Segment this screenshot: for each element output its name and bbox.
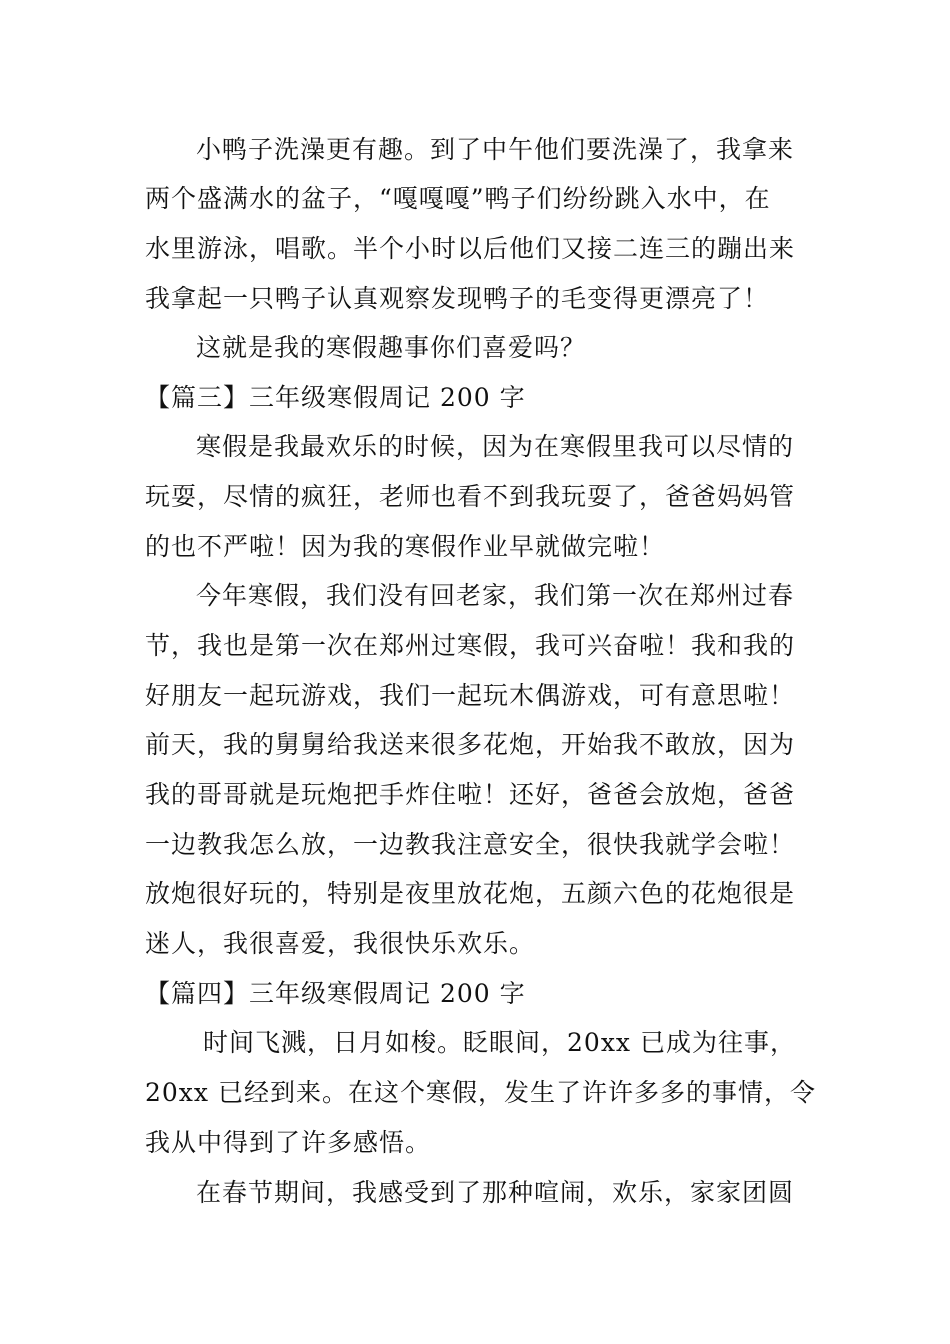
paragraph-line: 我从中得到了许多感悟。 bbox=[145, 1128, 432, 1157]
paragraph-line: 放炮很好玩的，特别是夜里放花炮，五颜六色的花炮很是 bbox=[145, 879, 796, 908]
paragraph-line: 的也不严啦！因为我的寒假作业早就做完啦！ bbox=[145, 532, 666, 561]
paragraph-line: 20xx 已经到来。在这个寒假，发生了许许多多的事情，令 bbox=[145, 1078, 816, 1107]
paragraph-line: 时间飞溅，日月如梭。眨眼间，20xx 已成为往事， bbox=[203, 1028, 796, 1057]
paragraph-line: 我拿起一只鸭子认真观察发现鸭子的毛变得更漂亮了！ bbox=[145, 284, 770, 313]
section-heading: 【篇三】三年级寒假周记 200 字 bbox=[145, 383, 526, 412]
paragraph-line: 这就是我的寒假趣事你们喜爱吗？ bbox=[196, 333, 587, 362]
paragraph-line: 在春节期间，我感受到了那种喧闹，欢乐，家家团圆 bbox=[196, 1178, 795, 1207]
paragraph-line: 水里游泳，唱歌。半个小时以后他们又接二连三的蹦出来 bbox=[145, 234, 796, 263]
paragraph-line: 今年寒假，我们没有回老家，我们第一次在郑州过春 bbox=[196, 581, 795, 610]
paragraph-line: 寒假是我最欢乐的时候，因为在寒假里我可以尽情的 bbox=[196, 432, 795, 461]
paragraph-line: 我的哥哥就是玩炮把手炸住啦！还好，爸爸会放炮，爸爸 bbox=[145, 780, 796, 809]
paragraph-line: 玩耍，尽情的疯狂，老师也看不到我玩耍了，爸爸妈妈管 bbox=[145, 482, 796, 511]
paragraph-line: 好朋友一起玩游戏，我们一起玩木偶游戏，可有意思啦！ bbox=[145, 681, 796, 710]
paragraph-line: 前天，我的舅舅给我送来很多花炮，开始我不敢放，因为 bbox=[145, 730, 796, 759]
paragraph-line: 一边教我怎么放，一边教我注意安全，很快我就学会啦！ bbox=[145, 830, 796, 859]
paragraph-line: 节，我也是第一次在郑州过寒假，我可兴奋啦！我和我的 bbox=[145, 631, 796, 660]
paragraph-line: 小鸭子洗澡更有趣。到了中午他们要洗澡了，我拿来 bbox=[196, 135, 795, 164]
paragraph-line: 迷人，我很喜爱，我很快乐欢乐。 bbox=[145, 929, 536, 958]
paragraph-line: 两个盛满水的盆子，“嘎嘎嘎”鸭子们纷纷跳入水中，在 bbox=[145, 184, 771, 213]
section-heading: 【篇四】三年级寒假周记 200 字 bbox=[145, 979, 526, 1008]
